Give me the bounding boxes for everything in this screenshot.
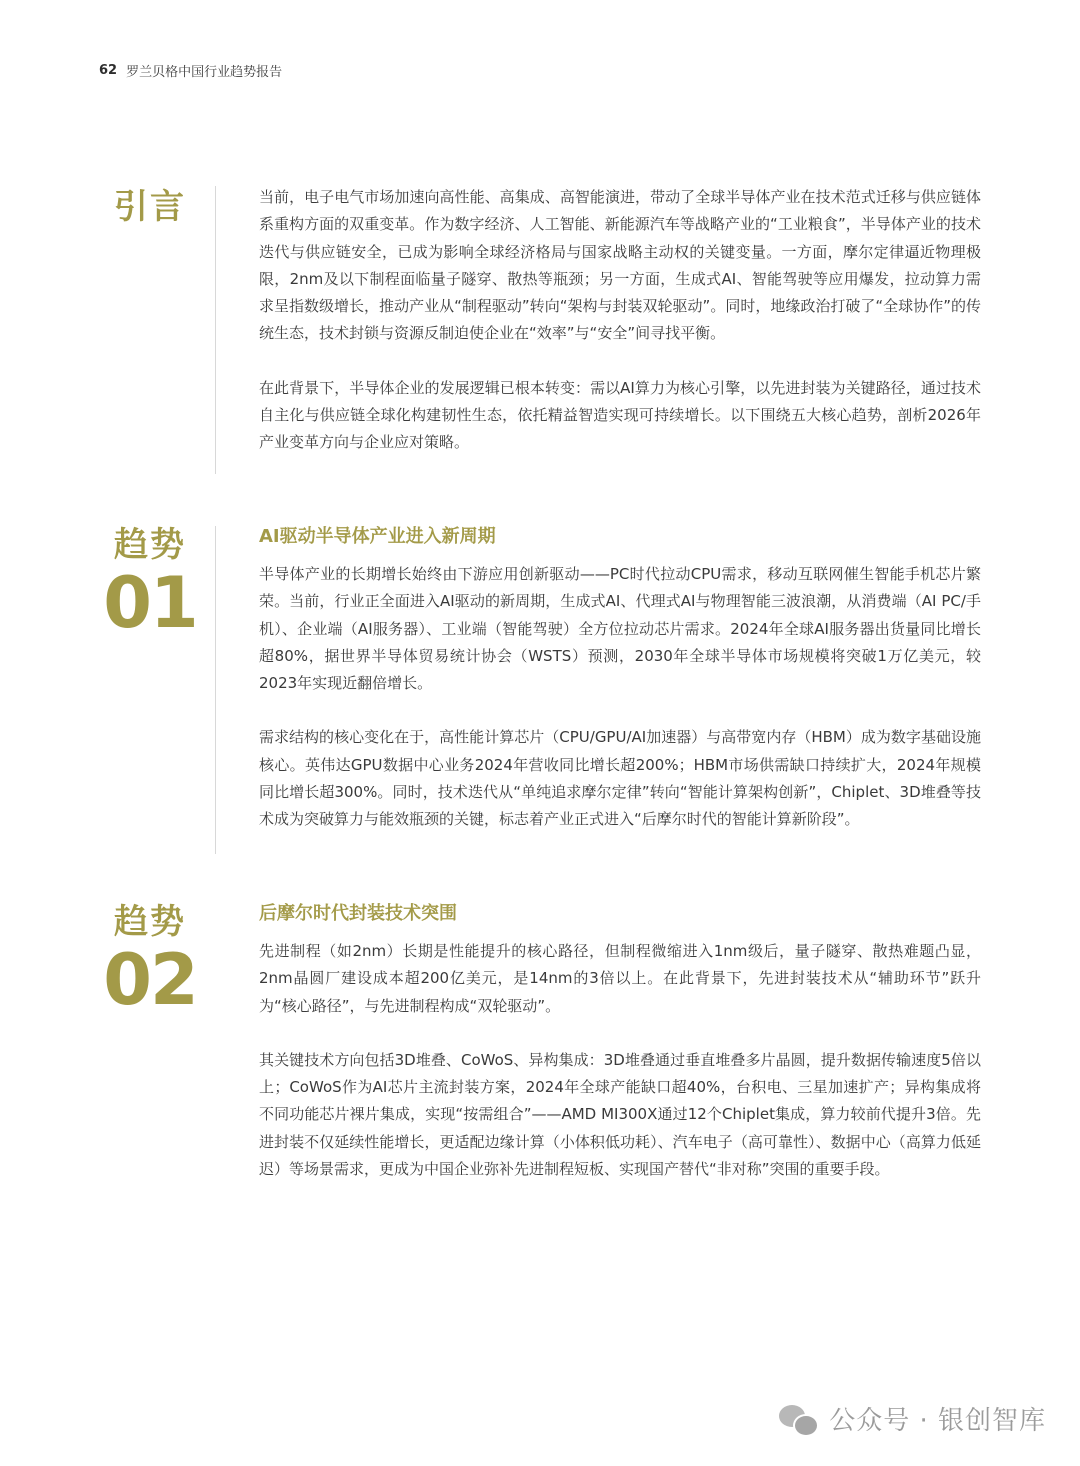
- intro-label: 引言: [114, 187, 186, 227]
- trend-01-label-column: [100, 524, 200, 644]
- watermark-text: 公众号 · 银创智库: [829, 1406, 1046, 1436]
- trend-01-section: [0, 522, 1080, 862]
- trend-01-paragraph-2: 需求结构的核心变化在于，高性能计算芯片（CPU/GPU/AI加速器）与高带宽内存（HBM）成为数字基础设施核心。英伟达GPU数据中心业务2024年营收同比增长超200%；HBM市场供需缺口持续扩大，2024年规模同比增长超300%。同时，技术迭代从“单纯追求摩尔定律”转向“智能计算架构创新”，Chiplet、3D堆叠等技术成为突破算力与能效瓶颈的关键，标志着产业正式进入“后摩尔时代的智能计算新阶段”。: [259, 728, 981, 829]
- trend-01-content: [259, 522, 981, 834]
- intro-content: [259, 184, 981, 457]
- trend-01-divider: [215, 526, 216, 854]
- intro-divider: [215, 186, 216, 474]
- watermark: [779, 1400, 1046, 1437]
- trend-01-heading: AI驱动半导体产业进入新周期: [259, 526, 496, 547]
- trend-02-paragraph-1: 先进制程（如2nm）长期是性能提升的核心路径，但制程微缩进入1nm级后，量子隧穿、散热难题凸显，2nm晶圆厂建设成本超200亿美元，是14nm的3倍以上。在此背景下，先进封装技术从“辅助环节”跃升为“核心路径”，与先进制程构成“双轮驱动”。: [259, 942, 981, 1015]
- trend-02-content: [259, 899, 981, 1183]
- intro-paragraph-1: 当前，电子电气市场加速向高性能、高集成、高智能演进，带动了全球半导体产业在技术范式迁移与供应链体系重构方面的双重变革。作为数字经济、人工智能、新能源汽车等战略产业的“工业粮食”，半导体产业的技术迭代与供应链安全，已成为影响全球经济格局与国家战略主动权的关键变量。一方面，摩尔定律逼近物理极限，2nm及以下制程面临量子隧穿、散热等瓶颈；另一方面，生成式AI、智能驾驶等应用爆发，拉动算力需求呈指数级增长，推动产业从“制程驱动”转向“架构与封装双轮驱动”。同时，地缘政治打破了“全球协作”的传统生态，技术封锁与资源反制迫使企业在“效率”与“安全”间寻找平衡。: [259, 188, 981, 343]
- trend-02-number: 02: [103, 939, 197, 1021]
- trend-01-paragraph-1: 半导体产业的长期增长始终由下游应用创新驱动——PC时代拉动CPU需求，移动互联网催生智能手机芯片繁荣。当前，行业正全面进入AI驱动的新周期，生成式AI、代理式AI与物理智能三波浪潮，从消费端（AI PC/手机）、企业端（AI服务器）、工业端（智能驾驶）全方位拉动芯片需求。2024年全球AI服务器出货量同比增长超80%，据世界半导体贸易统计协会（WSTS）预测，2030年全球半导体市场规模将突破1万亿美元，较2023年实现近翻倍增长。: [259, 565, 981, 693]
- intro-paragraph-2: 在此背景下，半导体企业的发展逻辑已根本转变：需以AI算力为核心引擎，以先进封装为关键路径，通过技术自主化与供应链全球化构建韧性生态，依托精益智造实现可持续增长。以下围绕五大核心趋势，剖析2026年产业变革方向与企业应对策略。: [259, 378, 981, 452]
- wechat-icon: [779, 1403, 817, 1435]
- trend-01-label: 趋势: [114, 525, 186, 565]
- page-header: [99, 60, 282, 80]
- trend-02-section: [0, 899, 1080, 1219]
- trend-01-number: 01: [103, 562, 197, 644]
- trend-02-heading: 后摩尔时代封装技术突围: [259, 903, 457, 924]
- trend-02-label: 趋势: [114, 902, 186, 942]
- intro-label-column: [100, 186, 200, 228]
- intro-section: [0, 184, 1080, 484]
- trend-02-paragraph-2: 其关键技术方向包括3D堆叠、CoWoS、异构集成：3D堆叠通过垂直堆叠多片晶圆，提升数据传输速度5倍以上；CoWoS作为AI芯片主流封装方案，2024年全球产能缺口超40%，台积电、三星加速扩产；异构集成将不同功能芯片裸片集成，实现“按需组合”——AMD MI300X通过12个Chiplet集成，算力较前代提升3倍。先进封装不仅延续性能增长，更适配边缘计算（小体积低功耗）、汽车电子（高可靠性）、数据中心（高算力低延迟）等场景需求，更成为中国企业弥补先进制程短板、实现国产替代“非对称”突围的重要手段。: [259, 1050, 981, 1179]
- trend-02-label-column: [100, 901, 200, 1021]
- report-title: 罗兰贝格中国行业趋势报告: [126, 64, 283, 80]
- page-number: 62: [99, 62, 118, 78]
